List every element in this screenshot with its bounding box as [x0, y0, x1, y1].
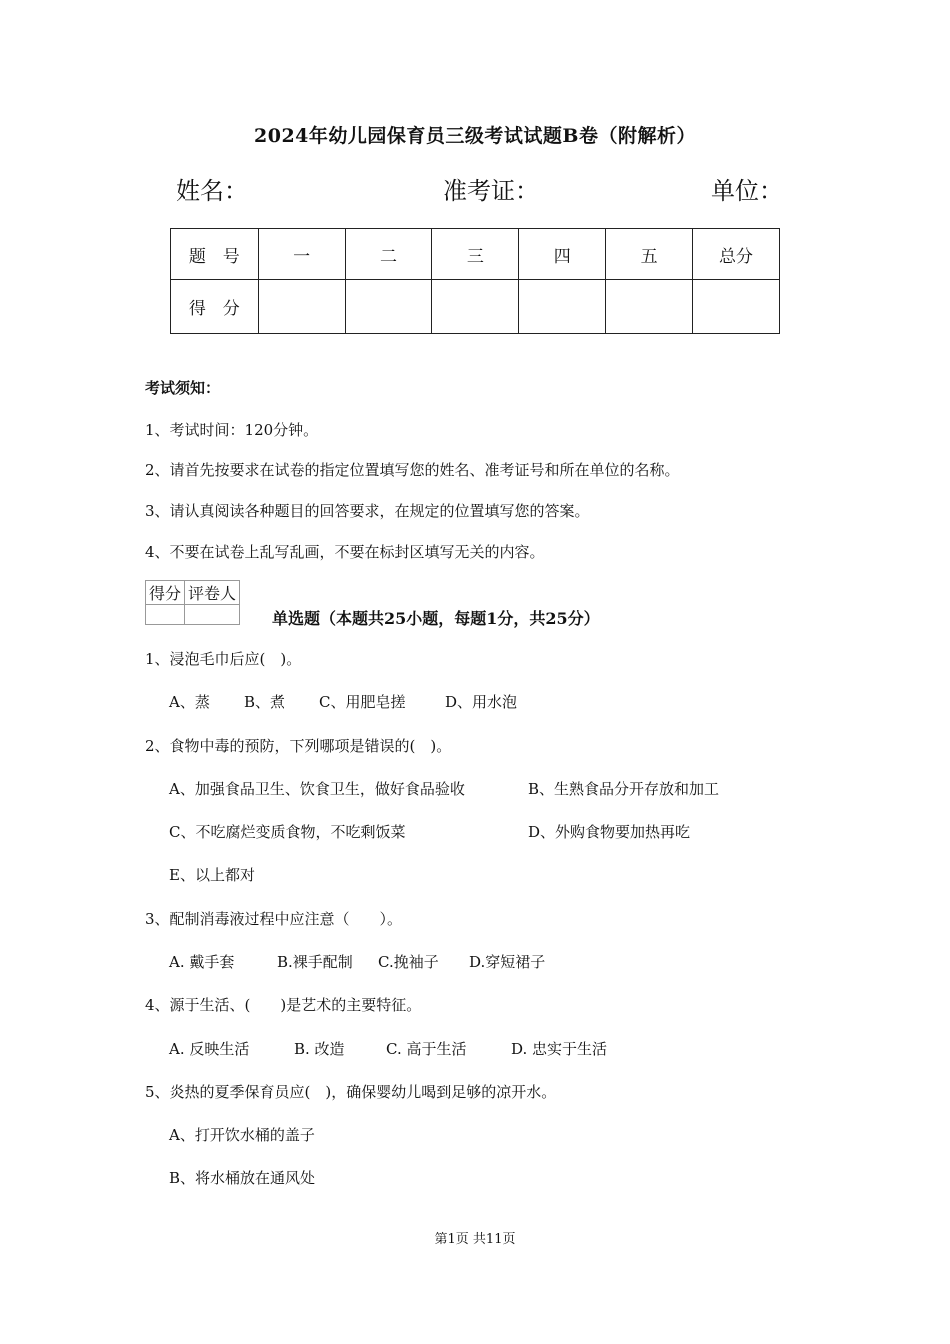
score-table-row-label: 得 分 — [171, 280, 259, 334]
page-footer: 第1页 共11页 — [434, 1232, 516, 1247]
question-stem: 4、源于生活、( )是艺术的主要特征。 — [145, 996, 422, 1014]
score-table-header-cell: 一 — [258, 229, 345, 280]
option[interactable]: C、不吃腐烂变质食物，不吃剩饭菜 — [169, 823, 406, 841]
score-table-header-cell: 二 — [345, 229, 432, 280]
score-cell[interactable] — [432, 280, 519, 334]
unit-field-label: 单位： — [711, 177, 783, 205]
score-table-score-row — [171, 280, 780, 334]
option[interactable]: C、用肥皂搓 — [319, 693, 406, 711]
option[interactable]: D. 忠实于生活 — [511, 1040, 608, 1058]
option[interactable]: C.挽袖子 — [378, 953, 439, 971]
question-stem: 1、浸泡毛巾后应( )。 — [145, 650, 302, 668]
option[interactable]: A. 戴手套 — [169, 953, 235, 971]
score-cell[interactable] — [345, 280, 432, 334]
option[interactable]: D、外购食物要加热再吃 — [528, 823, 691, 841]
option[interactable]: E、以上都对 — [169, 866, 255, 884]
option[interactable]: B、将水桶放在通风处 — [169, 1169, 316, 1187]
option[interactable]: B.裸手配制 — [277, 953, 353, 971]
option[interactable]: B、煮 — [244, 693, 286, 711]
option[interactable]: D、用水泡 — [445, 693, 518, 711]
option[interactable]: C. 高于生活 — [386, 1040, 467, 1058]
name-field-label: 姓名： — [176, 177, 248, 205]
question-stem: 5、炎热的夏季保育员应( )，确保婴幼儿喝到足够的凉开水。 — [145, 1083, 557, 1101]
option[interactable]: D.穿短裙子 — [469, 953, 546, 971]
grader-reviewer-label: 评卷人 — [185, 581, 240, 605]
exam-number-field-label: 准考证： — [443, 177, 539, 205]
page-title: 2024年幼儿园保育员三级考试试题B卷（附解析） — [254, 125, 696, 147]
score-table-header-row — [171, 229, 780, 280]
option[interactable]: A、蒸 — [169, 693, 210, 711]
option[interactable]: A、加强食品卫生、饮食卫生，做好食品验收 — [169, 780, 465, 798]
score-table-header-cell: 四 — [519, 229, 606, 280]
question-stem: 2、食物中毒的预防，下列哪项是错误的( )。 — [145, 737, 452, 755]
grader-reviewer-cell[interactable] — [185, 605, 240, 625]
option[interactable]: B、生熟食品分开存放和加工 — [528, 780, 720, 798]
notice-item: 1、考试时间：120分钟。 — [145, 421, 319, 439]
notice-item: 4、不要在试卷上乱写乱画，不要在标封区填写无关的内容。 — [145, 543, 545, 561]
grader-score-cell[interactable] — [146, 605, 185, 625]
option[interactable]: A. 反映生活 — [169, 1040, 250, 1058]
option[interactable]: B. 改造 — [294, 1040, 345, 1058]
option[interactable]: A、打开饮水桶的盖子 — [169, 1126, 315, 1144]
score-table — [170, 228, 780, 334]
notice-item: 3、请认真阅读各种题目的回答要求，在规定的位置填写您的答案。 — [145, 502, 590, 520]
notice-item: 2、请首先按要求在试卷的指定位置填写您的姓名、准考证号和所在单位的名称。 — [145, 461, 680, 479]
score-cell[interactable] — [519, 280, 606, 334]
score-cell[interactable] — [606, 280, 693, 334]
score-table-header-cell: 三 — [432, 229, 519, 280]
notice-heading: 考试须知： — [145, 379, 221, 397]
score-cell[interactable] — [258, 280, 345, 334]
score-table-header-cell: 题 号 — [171, 229, 259, 280]
score-cell[interactable] — [693, 280, 780, 334]
score-table-header-cell: 五 — [606, 229, 693, 280]
question-stem: 3、配制消毒液过程中应注意（ ）。 — [145, 910, 403, 928]
score-table-header-cell: 总分 — [693, 229, 780, 280]
section-heading: 单选题（本题共25小题，每题1分，共25分） — [272, 609, 600, 628]
grader-score-label: 得分 — [146, 581, 185, 605]
grader-box — [145, 580, 240, 625]
